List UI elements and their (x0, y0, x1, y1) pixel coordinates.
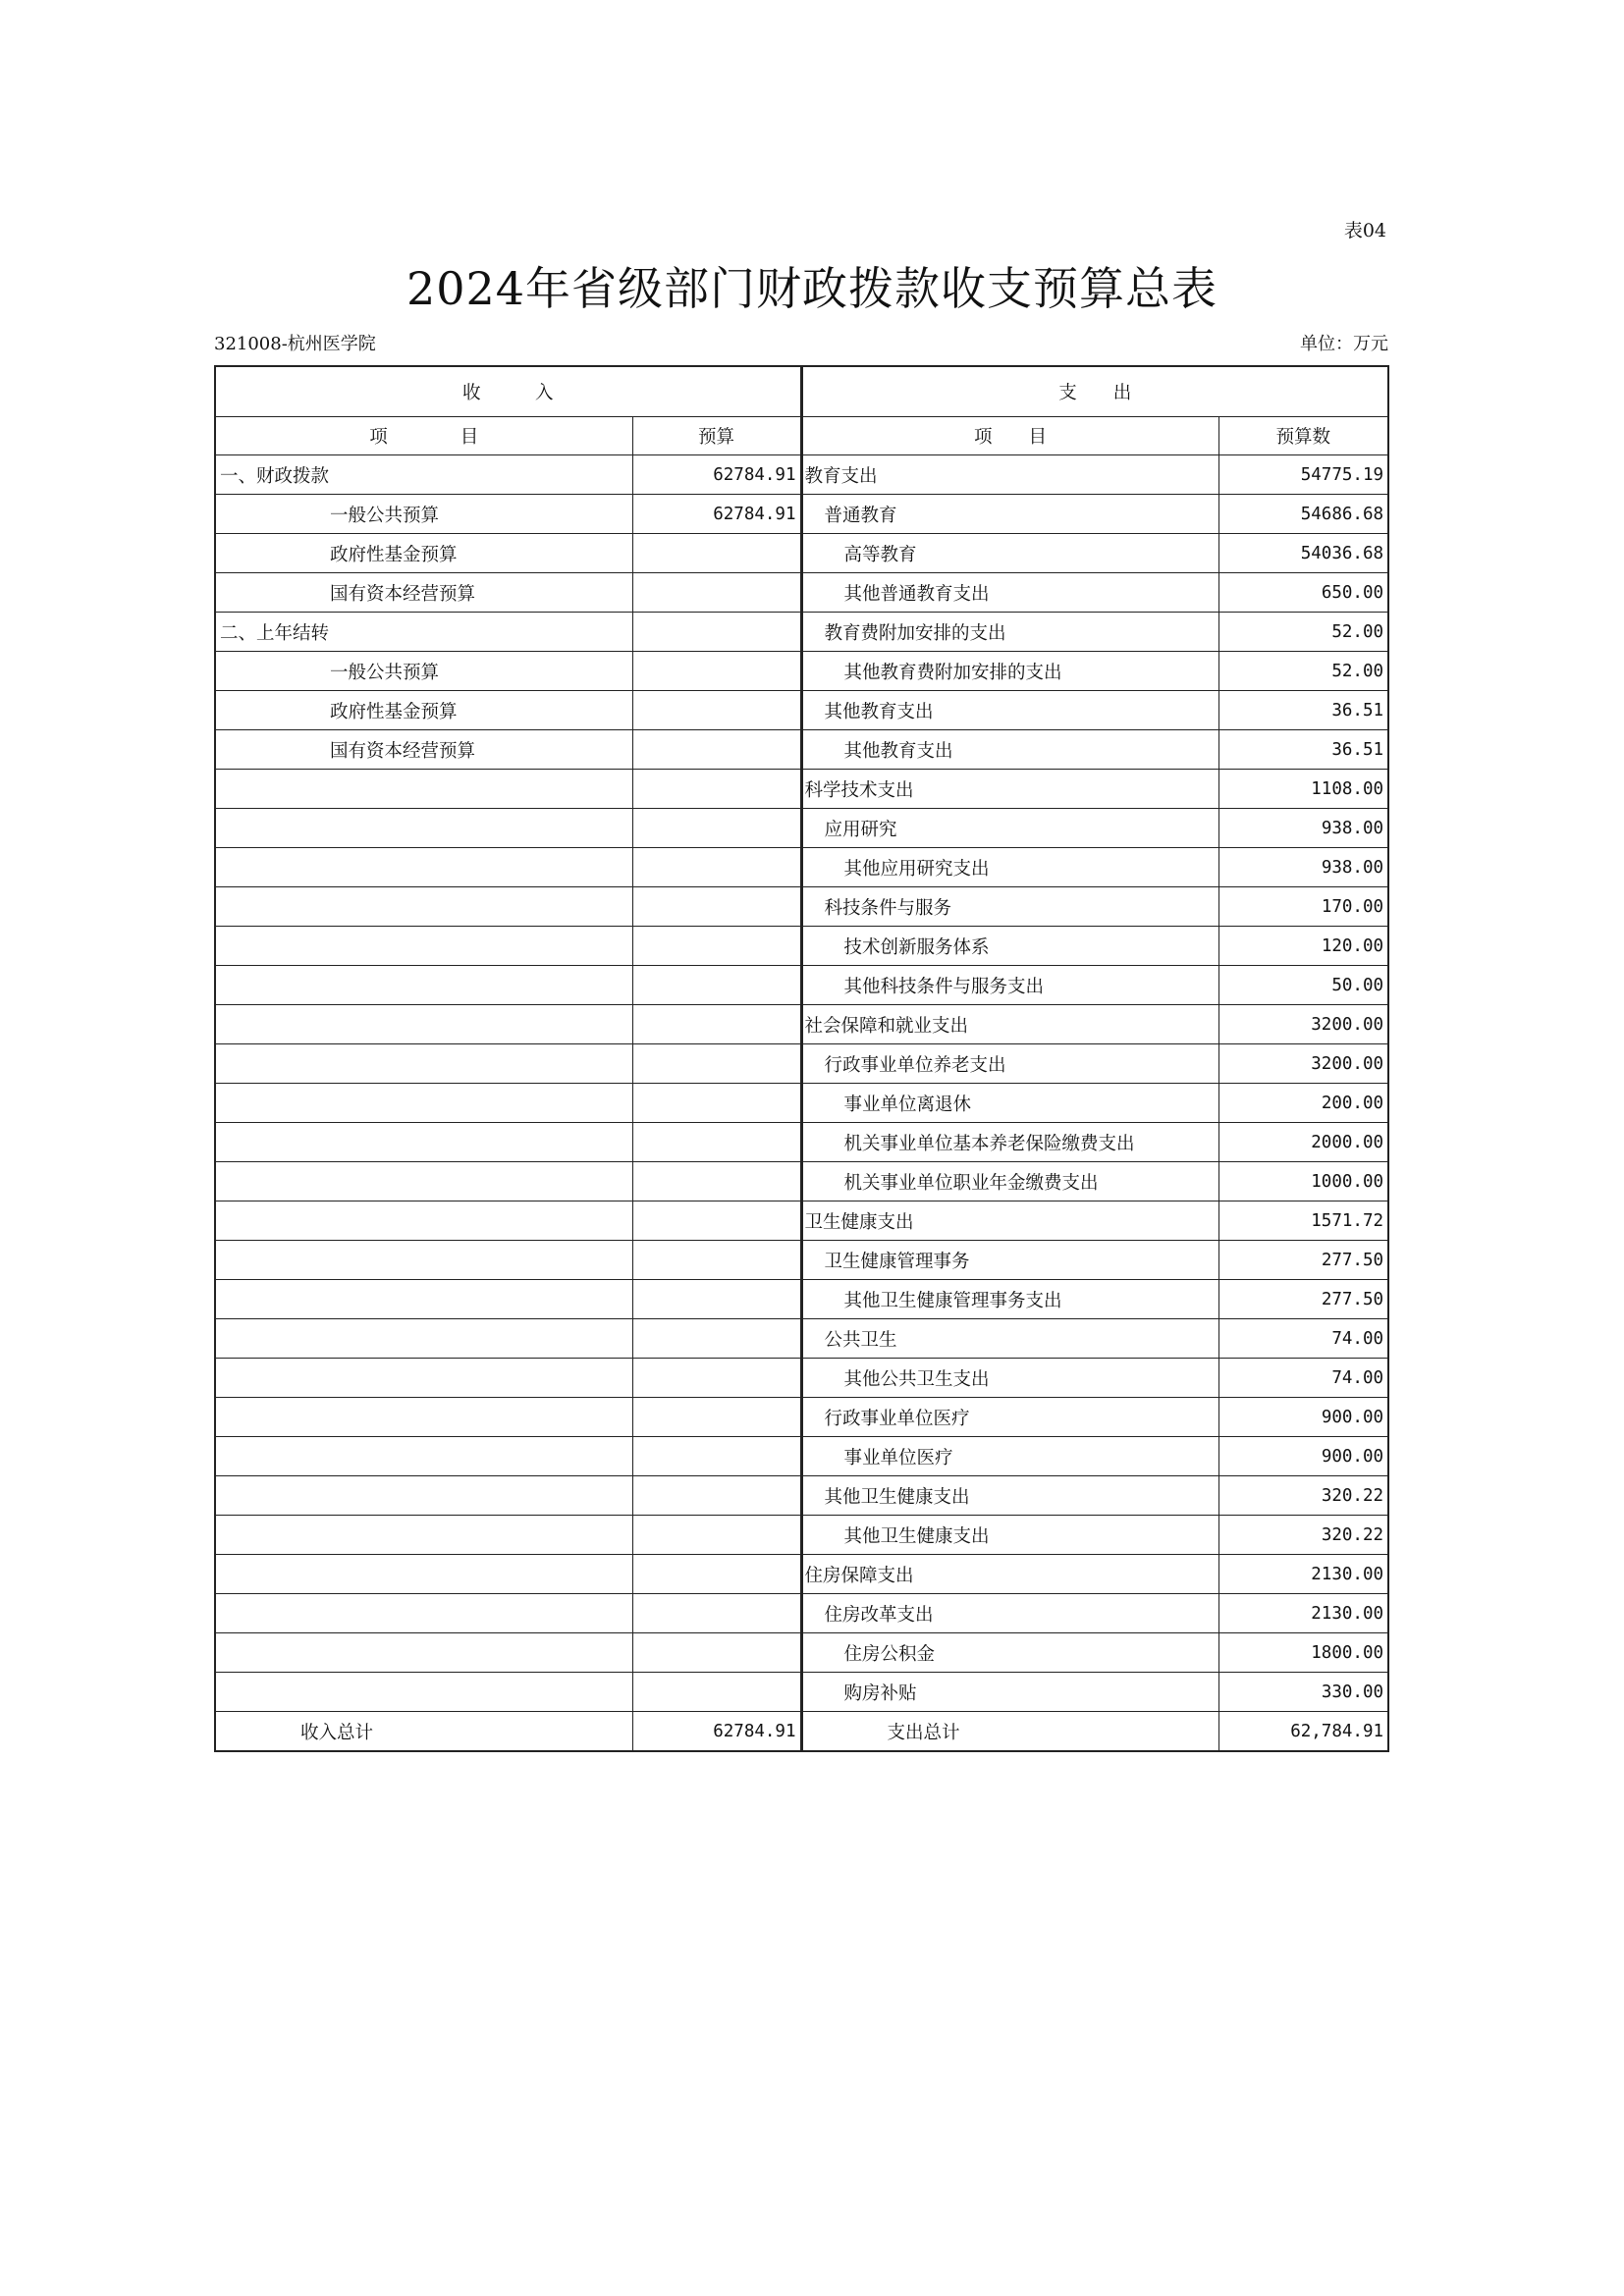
table-row (215, 809, 1388, 848)
expense-value-cell: 120.00 (1218, 927, 1388, 966)
income-item-cell (215, 1633, 632, 1673)
income-item-cell: 政府性基金预算 (215, 691, 632, 730)
income-item-cell: 一般公共预算 (215, 495, 632, 534)
expense-total-label: 支出总计 (801, 1712, 1218, 1752)
expense-item-cell: 事业单位离退休 (801, 1084, 1218, 1123)
expense-value-cell: 277.50 (1218, 1241, 1388, 1280)
expense-value-cell: 170.00 (1218, 887, 1388, 927)
income-value-cell: 62784.91 (632, 455, 801, 495)
expense-item-cell: 高等教育 (801, 534, 1218, 573)
table-row (215, 887, 1388, 927)
expense-value-cell: 1571.72 (1218, 1201, 1388, 1241)
table-row (215, 1476, 1388, 1516)
table-row (215, 1359, 1388, 1398)
income-value-cell (632, 1437, 801, 1476)
income-value-cell (632, 1084, 801, 1123)
income-item-cell (215, 809, 632, 848)
expense-value-cell: 650.00 (1218, 573, 1388, 613)
expense-header: 支 出 (801, 366, 1388, 417)
expense-item-cell: 行政事业单位养老支出 (801, 1044, 1218, 1084)
income-value-cell (632, 1633, 801, 1673)
expense-value-cell: 320.22 (1218, 1516, 1388, 1555)
income-header: 收 入 (215, 366, 801, 417)
expense-value-cell: 36.51 (1218, 730, 1388, 770)
expense-item-cell: 科学技术支出 (801, 770, 1218, 809)
expense-item-cell: 机关事业单位基本养老保险缴费支出 (801, 1123, 1218, 1162)
expense-item-cell: 应用研究 (801, 809, 1218, 848)
income-value-cell (632, 1476, 801, 1516)
header-row-top (215, 366, 1388, 417)
table-row (215, 1319, 1388, 1359)
expense-item-cell: 教育费附加安排的支出 (801, 613, 1218, 652)
expense-item-cell: 普通教育 (801, 495, 1218, 534)
expense-value-cell: 2000.00 (1218, 1123, 1388, 1162)
table-row (215, 1044, 1388, 1084)
income-value-cell (632, 927, 801, 966)
income-item-header: 项 目 (215, 417, 632, 455)
expense-value-cell: 54036.68 (1218, 534, 1388, 573)
income-item-cell (215, 1162, 632, 1201)
expense-item-cell: 卫生健康支出 (801, 1201, 1218, 1241)
expense-value-cell: 50.00 (1218, 966, 1388, 1005)
income-value-cell (632, 730, 801, 770)
income-item-cell: 一般公共预算 (215, 652, 632, 691)
income-value-cell (632, 1319, 801, 1359)
expense-value-cell: 54686.68 (1218, 495, 1388, 534)
expense-value-cell: 200.00 (1218, 1084, 1388, 1123)
expense-total-value: 62,784.91 (1218, 1712, 1388, 1752)
income-item-cell (215, 1084, 632, 1123)
budget-table (214, 365, 1389, 1752)
income-item-cell: 二、上年结转 (215, 613, 632, 652)
income-value-cell (632, 1359, 801, 1398)
income-value-cell (632, 770, 801, 809)
expense-item-cell: 其他卫生健康支出 (801, 1516, 1218, 1555)
income-value-cell (632, 1005, 801, 1044)
expense-item-cell: 教育支出 (801, 455, 1218, 495)
table-row (215, 730, 1388, 770)
expense-value-cell: 900.00 (1218, 1437, 1388, 1476)
table-row (215, 1516, 1388, 1555)
table-row (215, 534, 1388, 573)
table-row (215, 1084, 1388, 1123)
expense-value-cell: 52.00 (1218, 652, 1388, 691)
income-value-cell (632, 652, 801, 691)
expense-value-cell: 938.00 (1218, 848, 1388, 887)
income-value-cell (632, 573, 801, 613)
income-item-cell (215, 1398, 632, 1437)
table-row (215, 573, 1388, 613)
income-item-cell (215, 1594, 632, 1633)
expense-budget-header: 预算数 (1218, 417, 1388, 455)
income-item-cell (215, 848, 632, 887)
income-value-cell (632, 1123, 801, 1162)
expense-value-cell: 74.00 (1218, 1319, 1388, 1359)
income-value-cell (632, 848, 801, 887)
table-row (215, 1633, 1388, 1673)
table-row (215, 1241, 1388, 1280)
expense-value-cell: 277.50 (1218, 1280, 1388, 1319)
expense-value-cell: 1800.00 (1218, 1633, 1388, 1673)
income-value-cell: 62784.91 (632, 495, 801, 534)
expense-value-cell: 330.00 (1218, 1673, 1388, 1712)
expense-value-cell: 3200.00 (1218, 1044, 1388, 1084)
expense-item-cell: 机关事业单位职业年金缴费支出 (801, 1162, 1218, 1201)
expense-item-cell: 住房保障支出 (801, 1555, 1218, 1594)
income-value-cell (632, 1241, 801, 1280)
income-item-cell (215, 1123, 632, 1162)
expense-item-cell: 住房改革支出 (801, 1594, 1218, 1633)
expense-value-cell: 3200.00 (1218, 1005, 1388, 1044)
expense-value-cell: 54775.19 (1218, 455, 1388, 495)
income-value-cell (632, 691, 801, 730)
header-row-sub (215, 417, 1388, 455)
table-row (215, 495, 1388, 534)
expense-value-cell: 900.00 (1218, 1398, 1388, 1437)
unit-label: 单位：万元 (1300, 334, 1388, 354)
income-item-cell: 政府性基金预算 (215, 534, 632, 573)
income-value-cell (632, 1555, 801, 1594)
income-item-cell: 国有资本经营预算 (215, 730, 632, 770)
income-item-cell (215, 1359, 632, 1398)
income-item-cell (215, 1673, 632, 1712)
expense-item-cell: 技术创新服务体系 (801, 927, 1218, 966)
table-number: 表04 (1343, 220, 1386, 241)
totals-row (215, 1712, 1388, 1752)
income-item-cell (215, 1005, 632, 1044)
income-value-cell (632, 1280, 801, 1319)
income-item-cell (215, 1555, 632, 1594)
expense-item-cell: 其他普通教育支出 (801, 573, 1218, 613)
table-row (215, 691, 1388, 730)
expense-value-cell: 2130.00 (1218, 1594, 1388, 1633)
expense-value-cell: 938.00 (1218, 809, 1388, 848)
table-row (215, 1201, 1388, 1241)
expense-item-cell: 其他教育费附加安排的支出 (801, 652, 1218, 691)
income-item-cell (215, 887, 632, 927)
income-item-cell (215, 1476, 632, 1516)
expense-item-cell: 住房公积金 (801, 1633, 1218, 1673)
expense-item-header: 项 目 (801, 417, 1218, 455)
income-item-cell (215, 966, 632, 1005)
expense-value-cell: 2130.00 (1218, 1555, 1388, 1594)
document-title: 2024年省级部门财政拨款收支预算总表 (406, 262, 1218, 315)
expense-item-cell: 其他卫生健康管理事务支出 (801, 1280, 1218, 1319)
expense-value-cell: 36.51 (1218, 691, 1388, 730)
expense-value-cell: 1108.00 (1218, 770, 1388, 809)
income-item-cell (215, 770, 632, 809)
income-value-cell (632, 887, 801, 927)
table-row (215, 1005, 1388, 1044)
table-row (215, 770, 1388, 809)
income-item-cell (215, 1319, 632, 1359)
income-item-cell: 国有资本经营预算 (215, 573, 632, 613)
table-row (215, 927, 1388, 966)
budget-table-body (215, 366, 1388, 1751)
income-value-cell (632, 1516, 801, 1555)
income-value-cell (632, 534, 801, 573)
expense-item-cell: 其他公共卫生支出 (801, 1359, 1218, 1398)
expense-value-cell: 1000.00 (1218, 1162, 1388, 1201)
expense-item-cell: 卫生健康管理事务 (801, 1241, 1218, 1280)
expense-item-cell: 其他应用研究支出 (801, 848, 1218, 887)
expense-item-cell: 其他教育支出 (801, 730, 1218, 770)
income-item-cell (215, 1516, 632, 1555)
table-row (215, 1398, 1388, 1437)
organization-code: 321008-杭州医学院 (214, 334, 376, 354)
table-row (215, 455, 1388, 495)
expense-value-cell: 74.00 (1218, 1359, 1388, 1398)
income-value-cell (632, 1398, 801, 1437)
expense-item-cell: 购房补贴 (801, 1673, 1218, 1712)
income-value-cell (632, 966, 801, 1005)
expense-item-cell: 社会保障和就业支出 (801, 1005, 1218, 1044)
income-total-label: 收入总计 (215, 1712, 632, 1752)
income-item-cell (215, 1044, 632, 1084)
table-row (215, 1162, 1388, 1201)
income-value-cell (632, 1201, 801, 1241)
income-item-cell (215, 1201, 632, 1241)
table-row (215, 1673, 1388, 1712)
income-item-cell: 一、财政拨款 (215, 455, 632, 495)
income-value-cell (632, 1162, 801, 1201)
income-item-cell (215, 927, 632, 966)
table-row (215, 1123, 1388, 1162)
expense-item-cell: 其他卫生健康支出 (801, 1476, 1218, 1516)
income-item-cell (215, 1437, 632, 1476)
expense-value-cell: 320.22 (1218, 1476, 1388, 1516)
expense-item-cell: 公共卫生 (801, 1319, 1218, 1359)
table-row (215, 1437, 1388, 1476)
expense-item-cell: 科技条件与服务 (801, 887, 1218, 927)
table-row (215, 848, 1388, 887)
table-row (215, 966, 1388, 1005)
table-row (215, 613, 1388, 652)
income-item-cell (215, 1241, 632, 1280)
expense-value-cell: 52.00 (1218, 613, 1388, 652)
table-row (215, 1280, 1388, 1319)
table-row (215, 652, 1388, 691)
income-value-cell (632, 1673, 801, 1712)
expense-item-cell: 其他教育支出 (801, 691, 1218, 730)
income-item-cell (215, 1280, 632, 1319)
expense-item-cell: 行政事业单位医疗 (801, 1398, 1218, 1437)
expense-item-cell: 其他科技条件与服务支出 (801, 966, 1218, 1005)
income-value-cell (632, 809, 801, 848)
income-value-cell (632, 1594, 801, 1633)
income-total-value: 62784.91 (632, 1712, 801, 1752)
income-value-cell (632, 613, 801, 652)
income-value-cell (632, 1044, 801, 1084)
expense-item-cell: 事业单位医疗 (801, 1437, 1218, 1476)
table-row (215, 1594, 1388, 1633)
income-budget-header: 预算 (632, 417, 801, 455)
table-row (215, 1555, 1388, 1594)
